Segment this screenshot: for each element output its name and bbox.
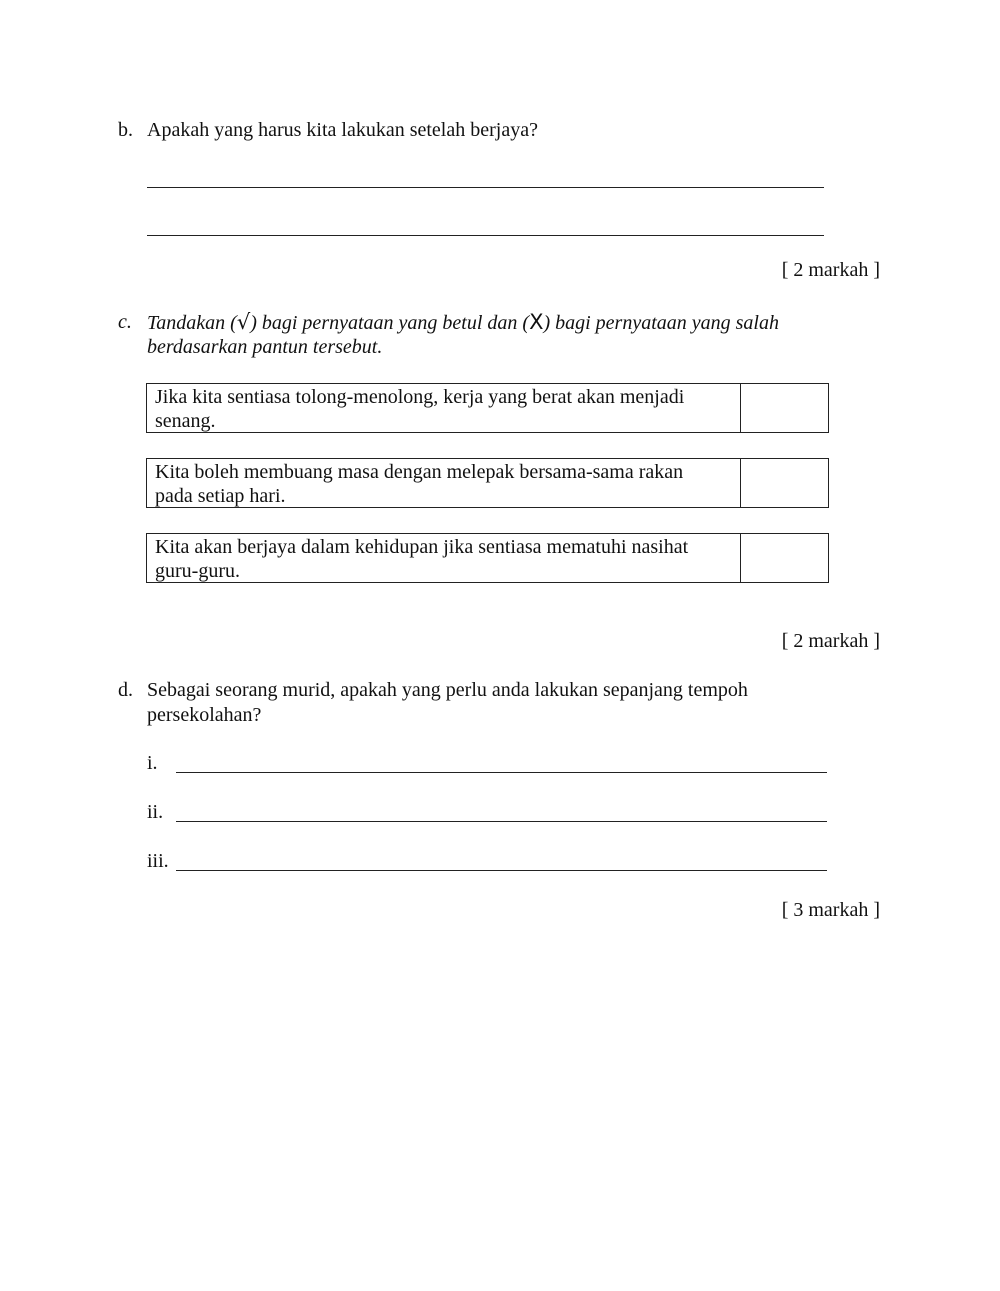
statement-text-2: Kita boleh membuang masa dengan melepak bersama-sama rakan pada setiap hari. [147,459,741,507]
statement-text-3: Kita akan berjaya dalam kehidupan jika sentiasa mematuhi nasihat guru-guru. [147,534,741,582]
answer-line-d-ii[interactable] [176,821,827,822]
question-c-instruction: Tandakan (√) bagi pernyataan yang betul dan (X) bagi pernyataan yang salah [147,310,779,334]
tick-box-1[interactable] [740,384,828,432]
marks-d: [ 3 markah ] [781,899,880,921]
answer-item-label-i: i. [147,752,158,774]
statement-row-3 [146,533,829,583]
answer-line-b-1[interactable] [147,187,824,188]
question-d-text-line2: persekolahan? [147,704,262,726]
question-b-text: Apakah yang harus kita lakukan setelah berjaya? [147,119,538,141]
answer-line-d-i[interactable] [176,772,827,773]
marks-b: [ 2 markah ] [781,259,880,281]
question-d-label: d. [118,679,133,701]
question-c-label: c. [118,311,132,333]
tick-box-3[interactable] [740,534,828,582]
answer-line-b-2[interactable] [147,235,824,236]
statement-row-2 [146,458,829,508]
statement-row-1 [146,383,829,433]
question-b-label: b. [118,119,133,141]
statement-text-1: Jika kita sentiasa tolong-menolong, kerja yang berat akan menjadi senang. [147,384,741,432]
answer-line-d-iii[interactable] [176,870,827,871]
answer-item-label-ii: ii. [147,801,164,823]
tick-box-2[interactable] [740,459,828,507]
cross-icon: X [529,310,544,334]
answer-item-label-iii: iii. [147,850,169,872]
check-icon: √ [236,310,251,334]
question-d-text-line1: Sebagai seorang murid, apakah yang perlu anda lakukan sepanjang tempoh [147,679,748,701]
question-c-instruction-line2: berdasarkan pantun tersebut. [147,336,383,358]
marks-c: [ 2 markah ] [781,630,880,652]
